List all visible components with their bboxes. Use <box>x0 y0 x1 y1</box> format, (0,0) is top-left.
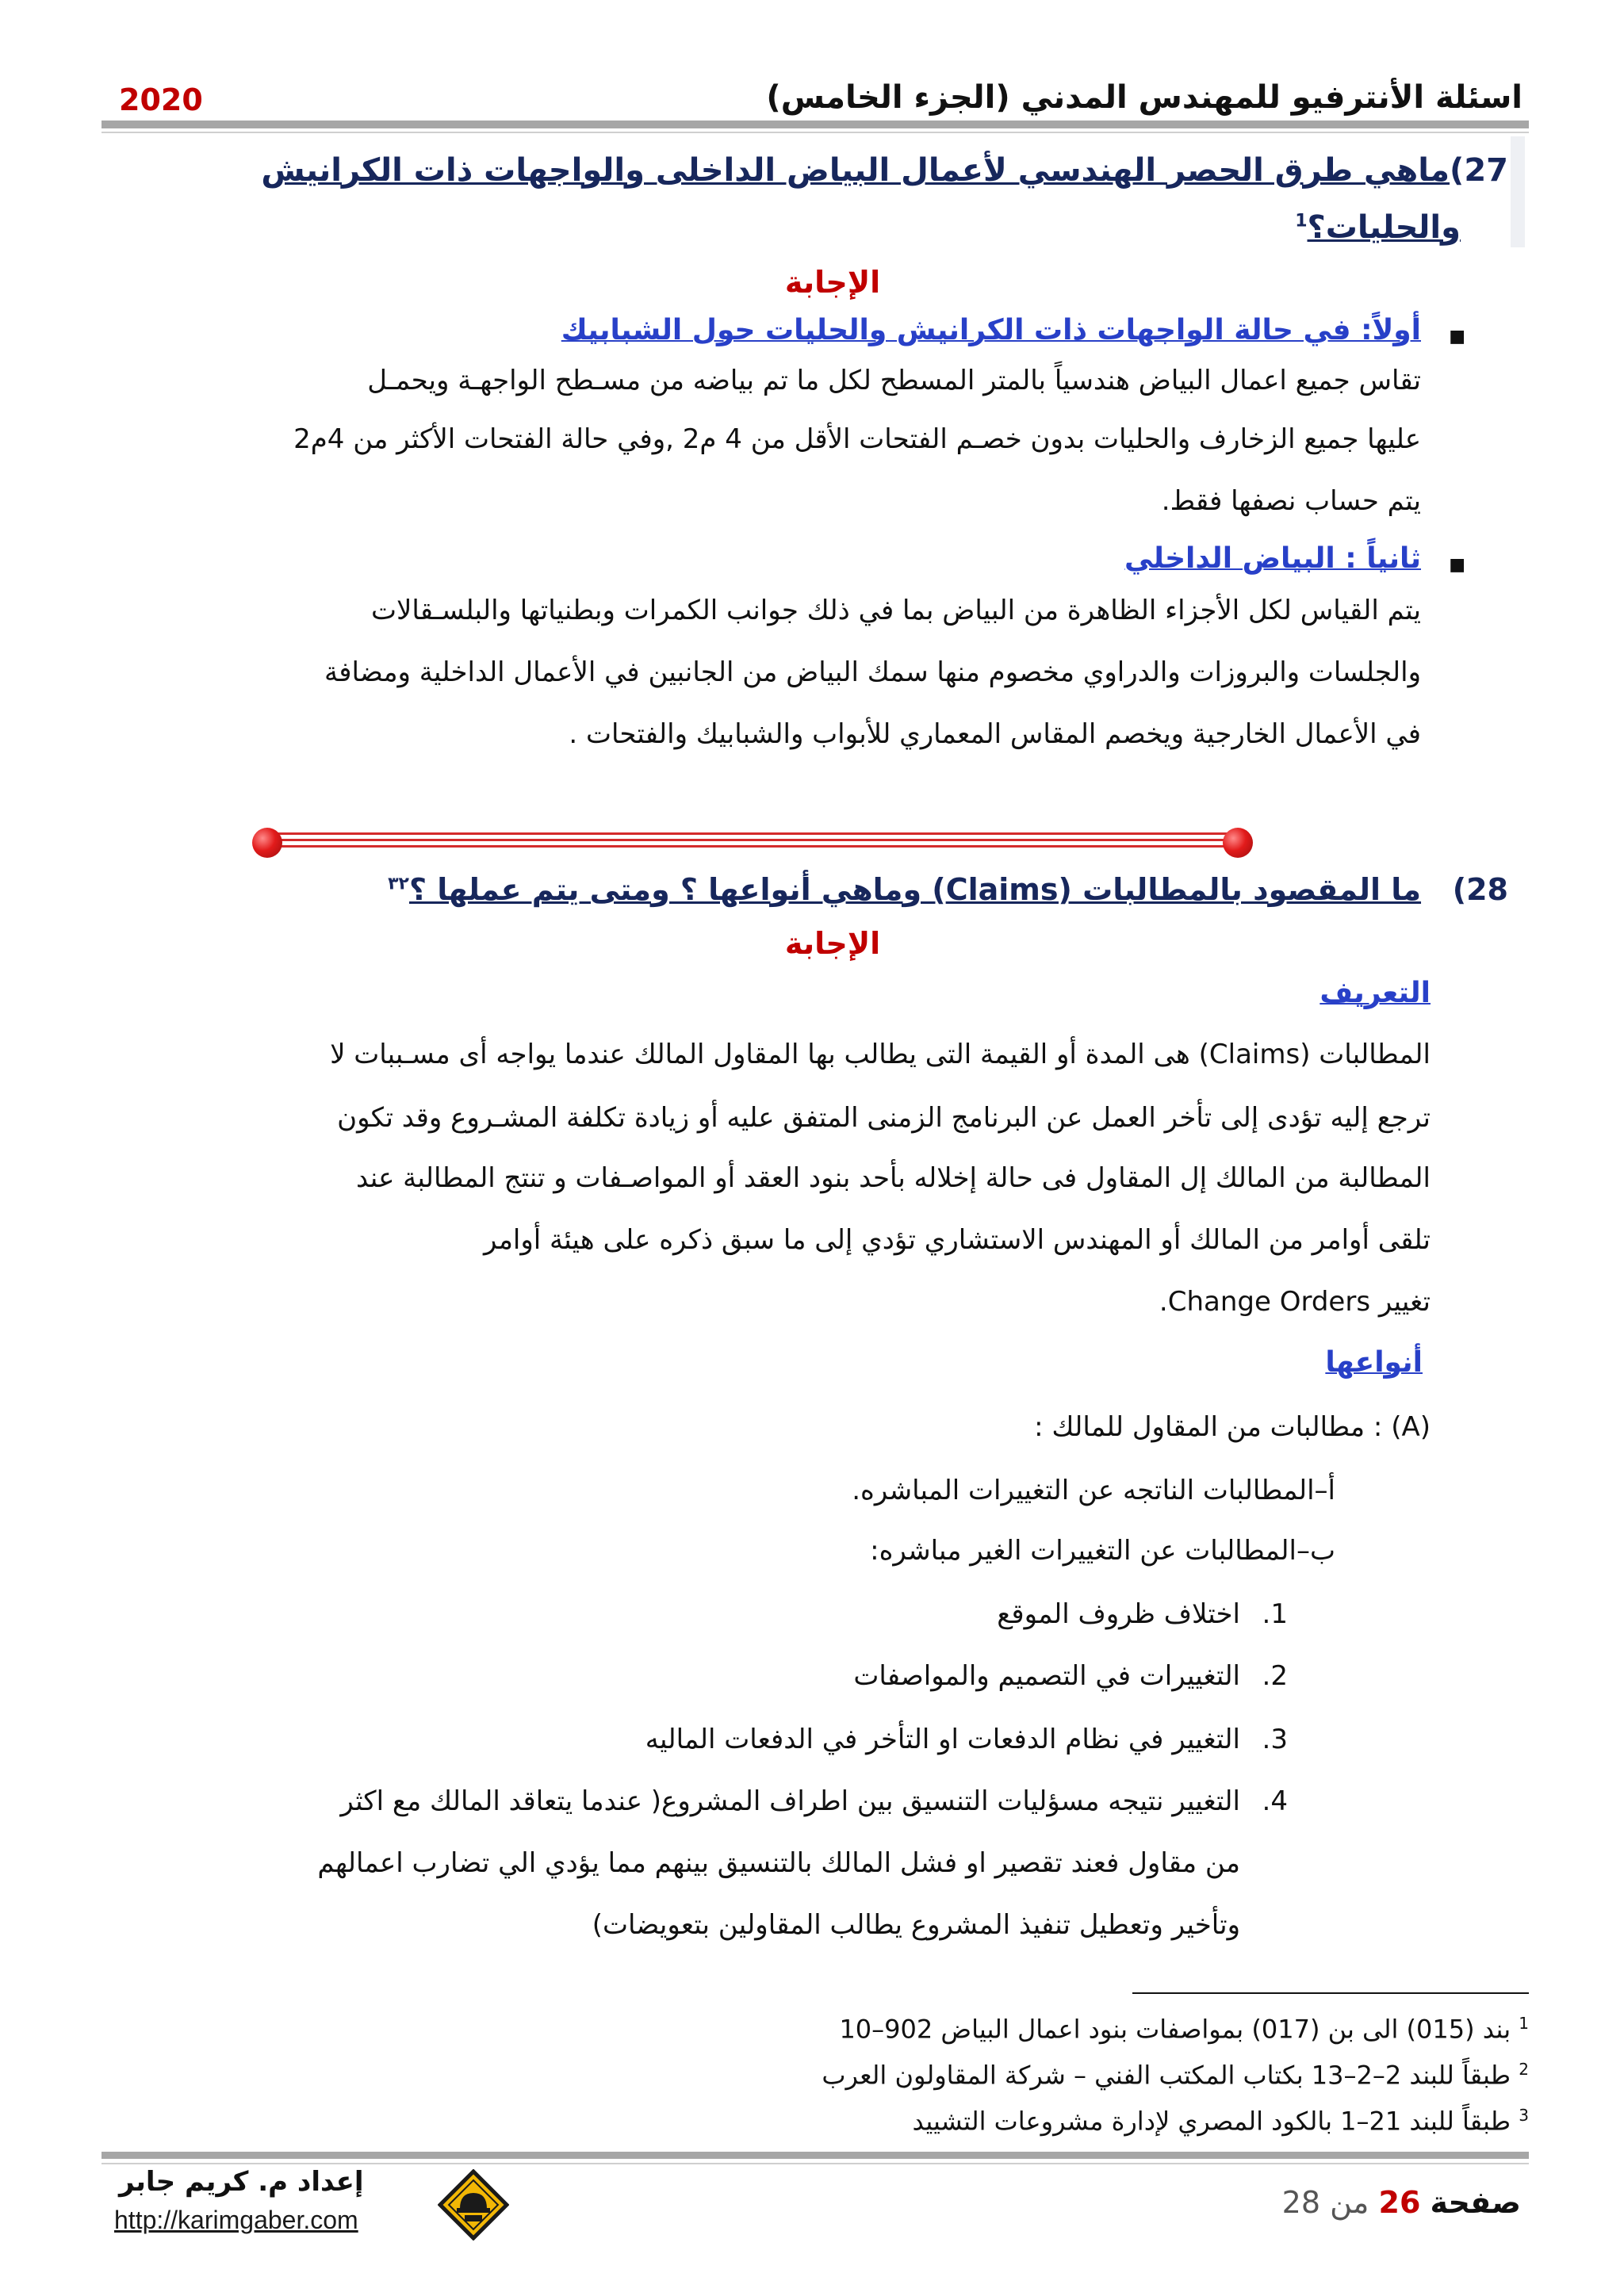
header-rule <box>102 121 1529 128</box>
footer-rule-thin <box>102 2163 1529 2164</box>
hardhat-logo-icon <box>438 2169 509 2241</box>
question-27-line1 <box>261 152 1508 189</box>
question-27-title: ماهي طرق الحصر الهندسي لأعمال البياض الداخلى والواجهات ذات الكرانيش <box>261 152 1450 189</box>
divider-line <box>260 832 1245 835</box>
type-a: (A) : مطالبات من المقاول للمالك : <box>1034 1411 1431 1443</box>
footnote <box>913 2106 1529 2137</box>
footnote <box>839 2014 1529 2045</box>
divider-line <box>260 839 1245 841</box>
header-rule-thin <box>102 132 1529 133</box>
numbered-item-text: التغيير في نظام الدفعات او التأخر في الدفعات الماليه <box>645 1724 1240 1755</box>
page-number <box>1282 2185 1521 2220</box>
numbered-item-number: 3. <box>1262 1724 1288 1755</box>
question-28-title: ما المقصود بالمطالبات (Claims) وماهي أنواعها ؟ ومتى يتم عملها ؟ <box>408 872 1422 907</box>
page-of: من <box>1330 2185 1369 2220</box>
paragraph-line: تلقى أوامر من المالك أو المهندس الاستشاري تؤدي إلى ما سبق ذكره على هيئة أوامر <box>483 1224 1431 1256</box>
footnote <box>822 2060 1529 2091</box>
paragraph-line: عليها جميع الزخارف والحليات بدون خصـم الفتحات الأقل من 4 م2 ,وفي حالة الفتحات الأكثر من 4م2 <box>293 423 1421 455</box>
numbered-item <box>645 1724 1288 1755</box>
paragraph-line: المطالبة من المالك إل المقاول فى حالة إخلاله بأحد بنود العقد أو المواصـفات و تنتج المطالبة عند <box>355 1162 1431 1194</box>
footer-rule <box>102 2152 1529 2159</box>
bullet-square-icon: ■ <box>1449 327 1465 346</box>
paragraph-line: في الأعمال الخارجية ويخصم المقاس المعماري للأبواب والشبابيك والفتحات . <box>569 718 1421 750</box>
paragraph-line: ترجع إليه تؤدى إلى تأخر العمل عن البرنامج الزمنى المتفق عليه أو زيادة تكلفة المشـروع وقد تكون <box>337 1102 1431 1134</box>
footer-website-link[interactable]: http://karimgaber.com <box>114 2206 358 2234</box>
sub-item-a: أ–المطالبات الناتجه عن التغييرات المباشره. <box>852 1475 1335 1506</box>
numbered-item-text: التغيير نتيجه مسؤليات التنسيق بين اطراف المشروع( عندما يتعاقد المالك مع اكثر <box>340 1785 1240 1817</box>
paragraph-line: والجلسات والبروزات والدراوي مخصوم منها سمك البياض من الجانبين في الأعمال الداخلية ومضافة <box>324 656 1421 688</box>
numbered-item <box>340 1785 1288 1817</box>
paragraph-line: يتم حساب نصفها فقط. <box>1161 485 1421 517</box>
footnote-rule <box>1132 1992 1529 1994</box>
numbered-item-continuation: وتأخير وتعطيل تنفيذ المشروع يطالب المقاولين بتعويضات) <box>592 1909 1240 1941</box>
question-28-number: 28) <box>1452 872 1508 907</box>
numbered-item-text: التغييرات في التصميم والمواصفات <box>853 1660 1240 1692</box>
numbered-item-number: 1. <box>1262 1598 1288 1630</box>
paragraph-line: تقاس جميع اعمال البياض هندسياً بالمتر المسطح لكل ما تم بياضه من مسـطح الواجهـة ويحمـل <box>367 365 1421 396</box>
footer-author: إعداد م. كريم جابر <box>119 2166 364 2198</box>
definition-heading <box>1320 977 1431 1009</box>
margin-shade <box>1511 136 1525 247</box>
page-label: صفحة <box>1430 2185 1521 2220</box>
numbered-item <box>997 1598 1288 1630</box>
footnote-number: 1 <box>1519 2014 1529 2033</box>
types-heading <box>1325 1346 1423 1379</box>
footnote-text: طبقاً للبند 2–2–13 بكتاب المكتب الفني – شركة المقاولون العرب <box>822 2060 1511 2091</box>
footnote-number: 2 <box>1519 2060 1529 2079</box>
numbered-item-continuation: من مقاول فعند تقصير او فشل المالك بالتنسيق بينهم مما يؤدي الي تضارب اعمالهم <box>317 1847 1240 1879</box>
footnote-text: طبقاً للبند 21–1 بالكود المصري لإدارة مشروعات التشييد <box>912 2106 1511 2137</box>
page-header <box>102 76 1522 124</box>
paragraph-line: يتم القياس لكل الأجزاء الظاهرة من البياض بما في ذلك جوانب الكمرات وبطنياتها والبلسـقالات <box>370 595 1421 626</box>
bullet-square-icon: ■ <box>1449 555 1465 575</box>
question-27-number: 27) <box>1450 152 1508 189</box>
section-divider <box>252 828 1253 851</box>
footnote-ref-1: 1 <box>1295 211 1308 232</box>
page-total: 28 <box>1281 2185 1321 2220</box>
header-year: 2020 <box>119 82 203 117</box>
paragraph-line: تغيير Change Orders. <box>1159 1286 1431 1318</box>
sub-item-b: ب–المطالبات عن التغييرات الغير مباشره: <box>870 1535 1335 1567</box>
numbered-item-number: 4. <box>1262 1785 1288 1817</box>
types-heading-text: أنواعها <box>1325 1346 1423 1379</box>
numbered-item <box>853 1660 1288 1692</box>
numbered-item-text: اختلاف ظروف الموقع <box>997 1598 1240 1630</box>
divider-line <box>260 845 1245 848</box>
footnote-number: 3 <box>1519 2106 1529 2125</box>
divider-ball-right <box>1223 828 1253 858</box>
definition-heading-text: التعريف <box>1320 977 1431 1009</box>
footnote-text: بند (015) الى بن (017) بمواصفات بنود اعمال البياض 902–10 <box>839 2014 1511 2045</box>
bullet-second-title <box>1124 542 1421 575</box>
footnote-ref-2-3: ٣٢ <box>388 874 409 894</box>
numbered-item-number: 2. <box>1262 1660 1288 1692</box>
header-title: اسئلة الأنترفيو للمهندس المدني (الجزء الخامس) <box>766 79 1522 116</box>
paragraph-line: المطالبات (Claims) هى المدة أو القيمة التى يطالب بها المقاول المالك عندما يواجه أى مسـببات لا <box>330 1039 1431 1070</box>
page-current: 26 <box>1378 2185 1421 2220</box>
answer-label-28: الإجابة <box>784 926 881 961</box>
question-28 <box>388 872 1508 907</box>
bullet-first-title-text: أولاً: في حالة الواجهات ذات الكرانيش والحليات حول الشبابيك <box>561 314 1421 346</box>
question-27-title-cont: والحليات؟ <box>1307 209 1461 246</box>
question-27-line2 <box>1295 209 1461 246</box>
answer-label-27: الإجابة <box>784 265 881 300</box>
bullet-second-title-text: ثانياً : البياض الداخلي <box>1124 542 1421 575</box>
bullet-first-title <box>561 314 1421 346</box>
divider-ball-left <box>252 828 282 858</box>
